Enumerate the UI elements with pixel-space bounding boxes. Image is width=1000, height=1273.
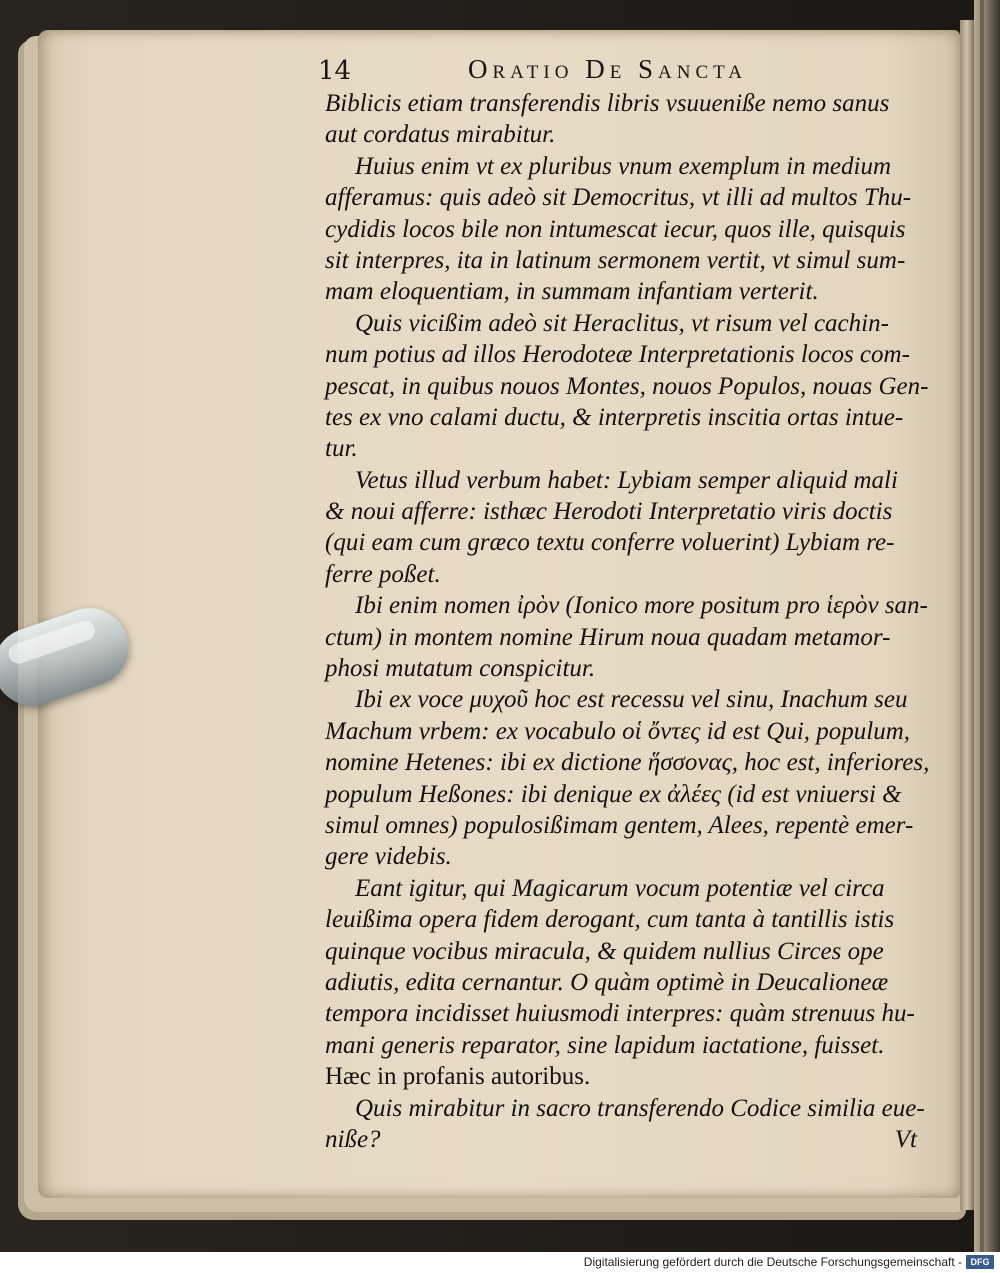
- text-line-with-catchword: [325, 1124, 925, 1155]
- text-line: Eant igitur, qui Magicarum vocum potentiæ vel circa: [355, 874, 885, 902]
- text-line: (qui eam cum græco textu conferre voluerint) Lybiam re-: [325, 529, 895, 557]
- text-line: afferamus: quis adeò sit Democritus, vt illi ad multos Thu-: [325, 184, 912, 212]
- text-line: Ibi enim nomen ἰρὸν (Ionico more positum pro ἱερὸν san-: [355, 592, 928, 620]
- running-head: [318, 54, 918, 90]
- text-line: Quis vicißim adeò sit Heraclitus, vt risum vel cachin-: [355, 309, 889, 337]
- text-line: gere videbis.: [325, 843, 452, 871]
- text-line: Ibi ex voce μυχοῦ hoc est recessu vel sinu, Inachum seu: [355, 686, 908, 714]
- catchword: Vt: [894, 1125, 917, 1153]
- text-line: nomine Hetenes: ibi ex dictione ἥσσονας, hoc est, inferiores,: [325, 749, 930, 777]
- text-line: tempora incidisset huiusmodi interpres: quàm strenuus hu-: [325, 1000, 915, 1028]
- text-line: niße?: [325, 1125, 381, 1153]
- running-title: Oratio De Sancta: [468, 54, 747, 84]
- text-line: mam eloquentiam, in summam infantiam verterit.: [325, 278, 819, 306]
- text-line: populum Heßones: ibi denique ex ἀλέες (id est vniuersi &: [325, 780, 902, 808]
- text-line: pescat, in quibus nouos Montes, nouos Populos, nouas Gen-: [325, 372, 929, 400]
- text-line: aut cordatus mirabitur.: [325, 121, 556, 149]
- text-line: Hæc in profanis autoribus.: [325, 1063, 591, 1091]
- text-line: ferre poßet.: [325, 560, 441, 588]
- text-line: Vetus illud verbum habet: Lybiam semper aliquid mali: [355, 466, 898, 494]
- page-number: 14: [318, 56, 352, 86]
- body-text: [325, 88, 930, 1155]
- text-line: phosi mutatum conspicitur.: [325, 655, 596, 683]
- text-line: & noui afferre: isthæc Herodoti Interpretatio viris doctis: [325, 498, 893, 526]
- text-line: Biblicis etiam transferendis libris vsuueniße nemo sanus: [325, 90, 890, 117]
- text-line: simul omnes) populosißimam gentem, Alees, repentè emer-: [325, 811, 914, 839]
- text-line: Machum vrbem: ex vocabulo οἱ ὄντες id est Qui, populum,: [325, 717, 911, 745]
- text-line: cydidis locos bile non intumescat iecur, quos ille, quisquis: [325, 215, 906, 243]
- facing-page-edge: [974, 0, 1000, 1252]
- text-line: tes ex vno calami ductu, & interpretis inscitia ortas intue-: [325, 403, 904, 431]
- funding-credit: Digitalisierung gefördert durch die Deutsche Forschungsgemeinschaft -: [583, 1255, 962, 1269]
- text-line: num potius ad illos Herodoteæ Interpretationis locos com-: [325, 341, 910, 369]
- text-line: leuißima opera fidem derogant, cum tanta à tantillis istis: [325, 906, 895, 934]
- text-line: sit interpres, ita in latinum sermonem vertit, vt simul sum-: [325, 246, 906, 274]
- text-line: tur.: [325, 435, 358, 463]
- dfg-logo: DFG: [966, 1255, 994, 1269]
- text-line: adiutis, edita cernantur. O quàm optimè in Deucalioneæ: [325, 968, 889, 996]
- text-line: quinque vocibus miracula, & quidem nullius Circes ope: [325, 937, 884, 965]
- text-line: ctum) in montem nomine Hirum noua quadam metamor-: [325, 623, 891, 651]
- text-line: Huius enim vt ex pluribus vnum exemplum in medium: [355, 152, 891, 180]
- text-line: mani generis reparator, sine lapidum iactatione, fuisset.: [325, 1031, 885, 1059]
- text-line: Quis mirabitur in sacro transferendo Codice similia eue-: [355, 1094, 925, 1122]
- footer-bar: [0, 1252, 1000, 1273]
- page-fold: [960, 20, 974, 1210]
